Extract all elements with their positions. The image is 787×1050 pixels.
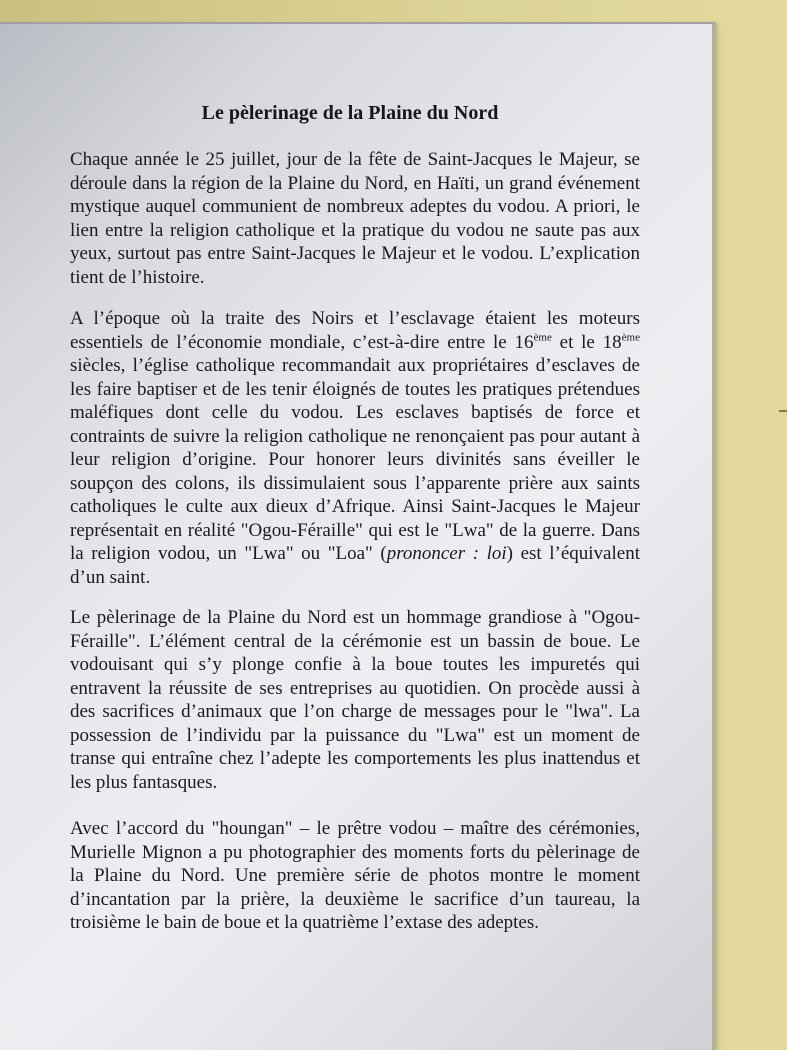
superscript-ordinal-16: ème — [533, 331, 552, 344]
pronunciation-note: prononcer : loi — [386, 543, 507, 564]
history-text-d: ) est l’équivalent d’un saint. — [70, 543, 640, 588]
panel-title: Le pèlerinage de la Plaine du Nord — [201, 102, 499, 124]
paragraph-intro: Chaque année le 25 juillet, jour de la fête de Saint-Jacques le Majeur, se déroule dans la région de la Plaine du Nord, en Haïti, un grand événement mystique auquel communient de nombreux adeptes du vodou. A priori, le lien entre la religion catholique et la pratique du vodou ne saute pas aux yeux, surtout pas entre Saint-Jacques le Majeur et le vodou. L’explication tient de l’histoire. — [70, 149, 640, 288]
paragraph-photographer: Avec l’accord du "houngan" – le prêtre vodou – maître des cérémonies, Murielle Mignon a pu photographier des moments forts du pèlerinage de la Plaine du Nord. Une première série de photos montre le moment d’incantation par la prière, la deuxième le sacrifice d’un taureau, la troisième le bain de boue et la quatrième l’extase des adeptes. — [70, 818, 640, 933]
history-text-a: A l’époque où la traite des Noirs et l’esclavage étaient les moteurs essentiels de l’économie mondiale, c’est-à-dire entre le 16 — [70, 308, 640, 353]
wall-mark — [779, 410, 787, 412]
paragraph-history — [70, 307, 640, 589]
exhibit-panel — [0, 22, 716, 1050]
history-text-c: siècles, l’église catholique recommandait aux propriétaires d’esclaves de les faire baptiser et de les tenir éloignés de toutes les pratiques prétendues maléfiques dont celle du vodou. Les esclaves baptisés de force et contraints de suivre la religion catholique ne renonçaient pas pour autant à leur religion d’origine. Pour honorer leurs divinités sans éveiller le soupçon des colons, ils dissimulaient sous l’apparente prière aux saints catholiques le culte aux dieux d’Afrique. Ainsi Saint-Jacques le Majeur représentait en réalité "Ogou-Féraille" qui est le "Lwa" de la guerre. Dans la religion vodou, un "Lwa" ou "Loa" ( — [70, 355, 640, 564]
superscript-ordinal-18: ème — [621, 331, 640, 344]
history-text-b: et le 18 — [551, 331, 622, 353]
paragraph-pilgrimage: Le pèlerinage de la Plaine du Nord est un hommage grandiose à "Ogou-Féraille". L’élément central de la cérémonie est un bassin de boue. Le vodouisant qui s’y plonge confie à la boue toutes les impuretés qui entravent la réussite de ses entreprises au quotidien. On procède aussi à des sacrifices d’animaux que l’on charge de messages pour le "lwa". La possession de l’individu par la puissance du "Lwa" est un moment de transe qui entraîne chez l’adepte les comportements les plus inattendus et les plus fantasques. — [70, 607, 640, 793]
